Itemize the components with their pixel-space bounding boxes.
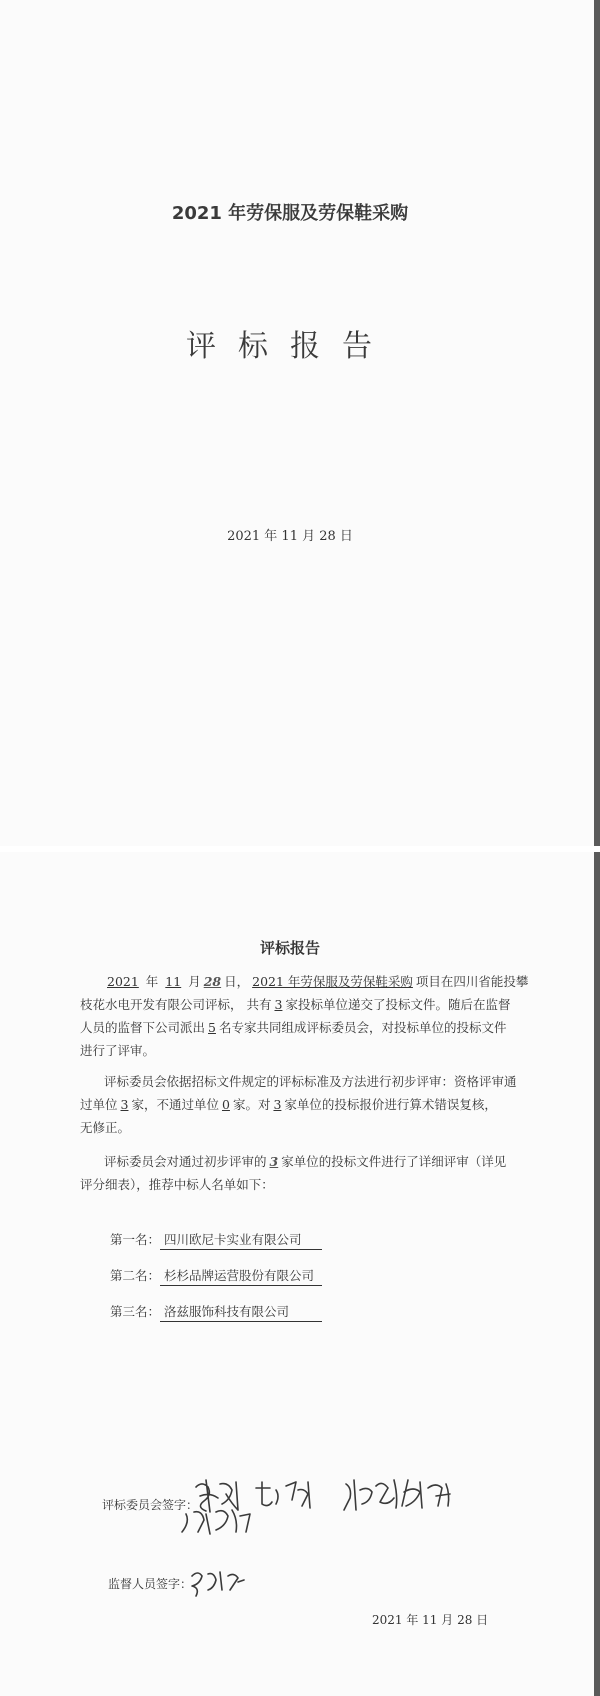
handwritten-signatures bbox=[0, 850, 600, 1696]
supervisor-signature-label: 监督人员签字： bbox=[108, 1577, 193, 1591]
expert-count: 5 bbox=[208, 1020, 216, 1035]
committee-signature-3 bbox=[344, 1480, 397, 1510]
project-name: 2021 年劳保服及劳保鞋采购 bbox=[252, 974, 413, 989]
ranking-third: 第三名： 洛兹服饰科技有限公司 bbox=[110, 1302, 322, 1322]
report-title: 评标报告 bbox=[186, 329, 394, 364]
committee-signature-1 bbox=[196, 1480, 238, 1512]
paragraph-bid-overview: 2021 年 11 月 28 日， 2021 年劳保服及劳保鞋采购 项目在四川省能投攀 枝花水电开发有限公司评标， 共有 3 家投标单位递交了投标文件。随后在监督 人员的监督下公司派出 5 名专家共同组成评标委员会，对投标单位的投标文件 进行了评审。 bbox=[80, 974, 529, 1058]
committee-signature-4 bbox=[402, 1480, 450, 1508]
page-separator bbox=[0, 846, 600, 852]
report-date: 2021 年 11 月 28 日 bbox=[372, 1613, 489, 1627]
report-page bbox=[0, 850, 600, 1696]
ranking-first-name: 四川欧尼卡实业有限公司 bbox=[160, 1230, 322, 1250]
month-value: 11 bbox=[165, 974, 182, 989]
project-subject: 2021 年劳保服及劳保鞋采购 bbox=[171, 203, 409, 224]
ranking-first: 第一名： 四川欧尼卡实业有限公司 bbox=[110, 1230, 322, 1250]
ranking-third-name: 洛兹服饰科技有限公司 bbox=[160, 1302, 322, 1322]
paragraph-preliminary-review: 评标委员会依据招标文件规定的评标标准及方法进行初步评审：资格评审通 过单位 3 家，不通过单位 0 家。对 3 家单位的投标报价进行算术错误复核， 无修正。 bbox=[80, 1074, 517, 1135]
ranking-second: 第二名： 杉杉品牌运营股份有限公司 bbox=[110, 1266, 322, 1286]
committee-signature-2 bbox=[256, 1482, 310, 1508]
day-value-handwritten: 28 bbox=[203, 974, 222, 989]
supervisor-signature bbox=[192, 1572, 244, 1596]
scan-edge bbox=[594, 0, 600, 848]
committee-signature-5 bbox=[182, 1510, 250, 1534]
detail-count-handwritten: 3 bbox=[269, 1154, 279, 1169]
ranking-second-name: 杉杉品牌运营股份有限公司 bbox=[160, 1266, 322, 1286]
report-heading: 评标报告 bbox=[259, 939, 320, 957]
paragraph-detailed-review: 评标委员会对通过初步评审的 3 家单位的投标文件进行了详细评审（详见 评分细表），推荐中标人名单如下： bbox=[80, 1154, 507, 1192]
pass-count: 3 bbox=[120, 1097, 129, 1112]
fail-count: 0 bbox=[221, 1097, 230, 1112]
year-value: 2021 bbox=[107, 974, 139, 989]
cover-date: 2021 年 11 月 28 日 bbox=[227, 529, 353, 544]
arith-count: 3 bbox=[273, 1097, 282, 1112]
committee-signature-label: 评标委员会签字： bbox=[102, 1498, 199, 1512]
bidder-count: 3 bbox=[274, 997, 283, 1012]
